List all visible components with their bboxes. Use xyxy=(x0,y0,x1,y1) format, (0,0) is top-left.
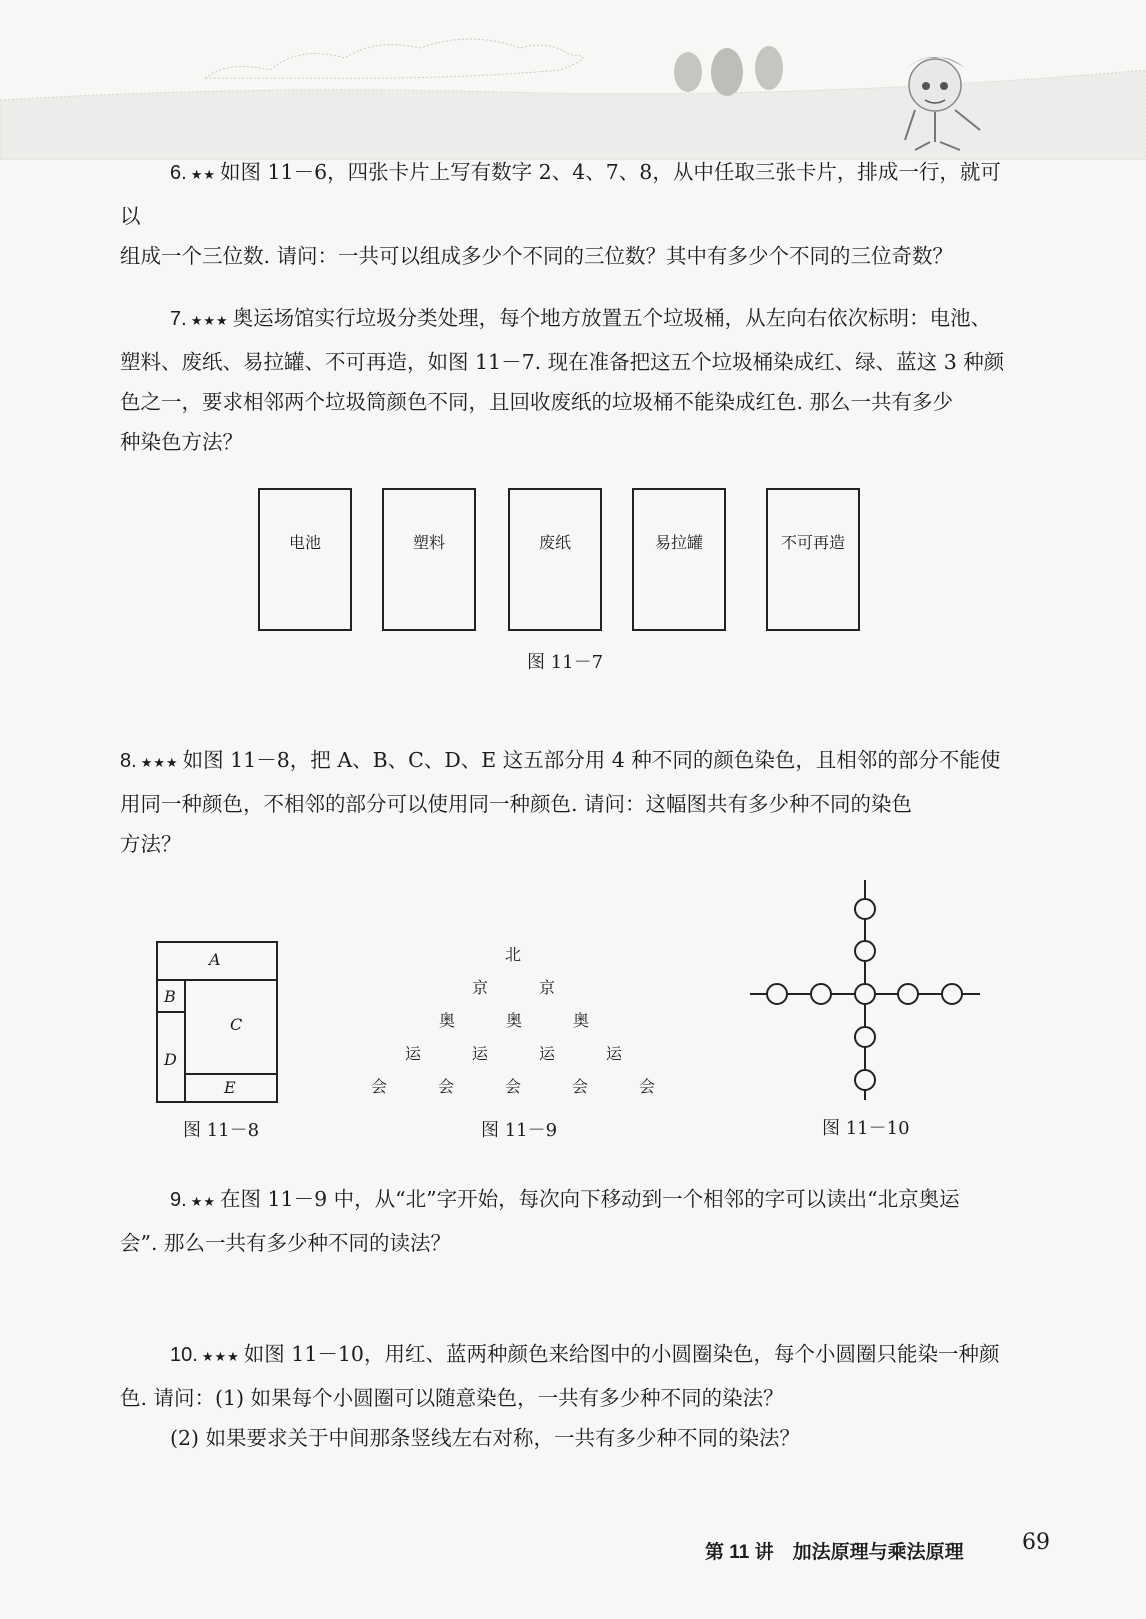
small-circle xyxy=(811,984,831,1004)
problem-text: 奥运场馆实行垃圾分类处理，每个地方放置五个垃圾桶，从左向右依次标明：电池、 xyxy=(232,306,992,330)
cloud-shape xyxy=(205,39,583,78)
bin-non-recyclable: 不可再造 xyxy=(766,488,860,631)
difficulty-stars-icon: ★★★ xyxy=(140,756,179,771)
region-label: E xyxy=(224,1078,236,1097)
bin-battery: 电池 xyxy=(258,488,352,631)
problem-text: 塑料、废纸、易拉罐、不可再造，如图 11－7. 现在准备把这五个垃圾桶染成红、绿、蓝这 3 种颜 xyxy=(120,350,1005,374)
problem-number: 7. xyxy=(170,308,187,330)
tree-icon xyxy=(755,46,783,90)
problem-text: 会”. 那么一共有多少种不同的读法？ xyxy=(120,1231,452,1255)
char-yun: 运 xyxy=(606,1044,623,1063)
figure-caption: 图 11－10 xyxy=(822,1118,910,1139)
problem-6 xyxy=(120,152,1020,276)
small-circle xyxy=(767,984,787,1004)
small-circle xyxy=(855,984,875,1004)
char-jing: 京 xyxy=(472,978,489,997)
region-label: B xyxy=(164,987,176,1006)
problem-text: 方法？ xyxy=(120,832,182,856)
small-circle xyxy=(855,941,875,961)
char-hui: 会 xyxy=(572,1077,589,1096)
problem-7 xyxy=(120,298,1020,462)
region-label: A xyxy=(209,950,221,969)
header-decoration xyxy=(0,0,1146,160)
char-hui: 会 xyxy=(438,1077,455,1096)
problem-text: 如图 11－8，把 A、B、C、D、E 这五部分用 4 种不同的颜色染色，且相邻的部分不能使 xyxy=(182,748,1001,772)
figure-caption: 图 11－7 xyxy=(527,652,604,673)
small-circle xyxy=(855,899,875,919)
ground-hill xyxy=(0,70,1146,160)
figure-caption: 图 11－8 xyxy=(183,1120,260,1141)
problem-number: 8. xyxy=(120,750,137,772)
char-ao: 奥 xyxy=(573,1011,590,1030)
problem-number: 10. xyxy=(170,1344,198,1366)
tree-icon xyxy=(711,48,743,96)
circle-cross-diagram xyxy=(750,880,980,1100)
difficulty-stars-icon: ★★★ xyxy=(190,314,229,329)
bin-paper: 废纸 xyxy=(508,488,602,631)
problem-number: 9. xyxy=(170,1189,187,1211)
difficulty-stars-icon: ★★ xyxy=(190,168,216,183)
problem-text: 在图 11－9 中，从“北”字开始，每次向下移动到一个相邻的字可以读出“北京奥运 xyxy=(220,1187,960,1211)
problem-text: 组成一个三位数. 请问：一共可以组成多少个不同的三位数？其中有多少个不同的三位奇数？ xyxy=(120,244,954,268)
figure-caption: 图 11－9 xyxy=(481,1120,558,1141)
region-label: D xyxy=(164,1050,177,1069)
char-yun: 运 xyxy=(472,1044,489,1063)
small-circle xyxy=(855,1027,875,1047)
problem-number: 6. xyxy=(170,162,187,184)
tree-icon xyxy=(674,52,702,92)
problem-8 xyxy=(120,740,1020,864)
problem-text: 色. 请问：(1) 如果每个小圆圈可以随意染色，一共有多少种不同的染法？ xyxy=(120,1386,784,1410)
chapter-footer: 第 11 讲 加法原理与乘法原理 xyxy=(705,1542,964,1563)
small-circle xyxy=(855,1070,875,1090)
difficulty-stars-icon: ★★★ xyxy=(201,1350,240,1365)
problem-text: 种染色方法？ xyxy=(120,430,243,454)
region-label: C xyxy=(230,1015,243,1034)
problem-text: 色之一，要求相邻两个垃圾筒颜色不同，且回收废纸的垃圾桶不能染成红色. 那么一共有多少 xyxy=(120,390,954,414)
problem-text: 如图 11－6，四张卡片上写有数字 2、4、7、8，从中任取三张卡片，排成一行，就可以 xyxy=(120,160,1001,228)
char-hui: 会 xyxy=(639,1077,656,1096)
char-ao: 奥 xyxy=(506,1011,523,1030)
char-bei: 北 xyxy=(505,945,522,964)
char-yun: 运 xyxy=(405,1044,422,1063)
bin-can: 易拉罐 xyxy=(632,488,726,631)
char-hui: 会 xyxy=(371,1077,388,1096)
char-yun: 运 xyxy=(539,1044,556,1063)
problem-text: 用同一种颜色，不相邻的部分可以使用同一种颜色. 请问：这幅图共有多少种不同的染色 xyxy=(120,792,913,816)
problem-10 xyxy=(120,1334,1020,1458)
problem-text: (2) 如果要求关于中间那条竖线左右对称，一共有多少种不同的染法？ xyxy=(170,1426,801,1450)
difficulty-stars-icon: ★★ xyxy=(190,1195,216,1210)
small-circle xyxy=(942,984,962,1004)
small-circle xyxy=(898,984,918,1004)
bin-plastic: 塑料 xyxy=(382,488,476,631)
char-jing: 京 xyxy=(539,978,556,997)
char-ao: 奥 xyxy=(439,1011,456,1030)
char-hui: 会 xyxy=(505,1077,522,1096)
problem-9 xyxy=(120,1179,1020,1263)
problem-text: 如图 11－10，用红、蓝两种颜色来给图中的小圆圈染色，每个小圆圈只能染一种颜 xyxy=(243,1342,1000,1366)
page-number: 69 xyxy=(1022,1530,1050,1555)
